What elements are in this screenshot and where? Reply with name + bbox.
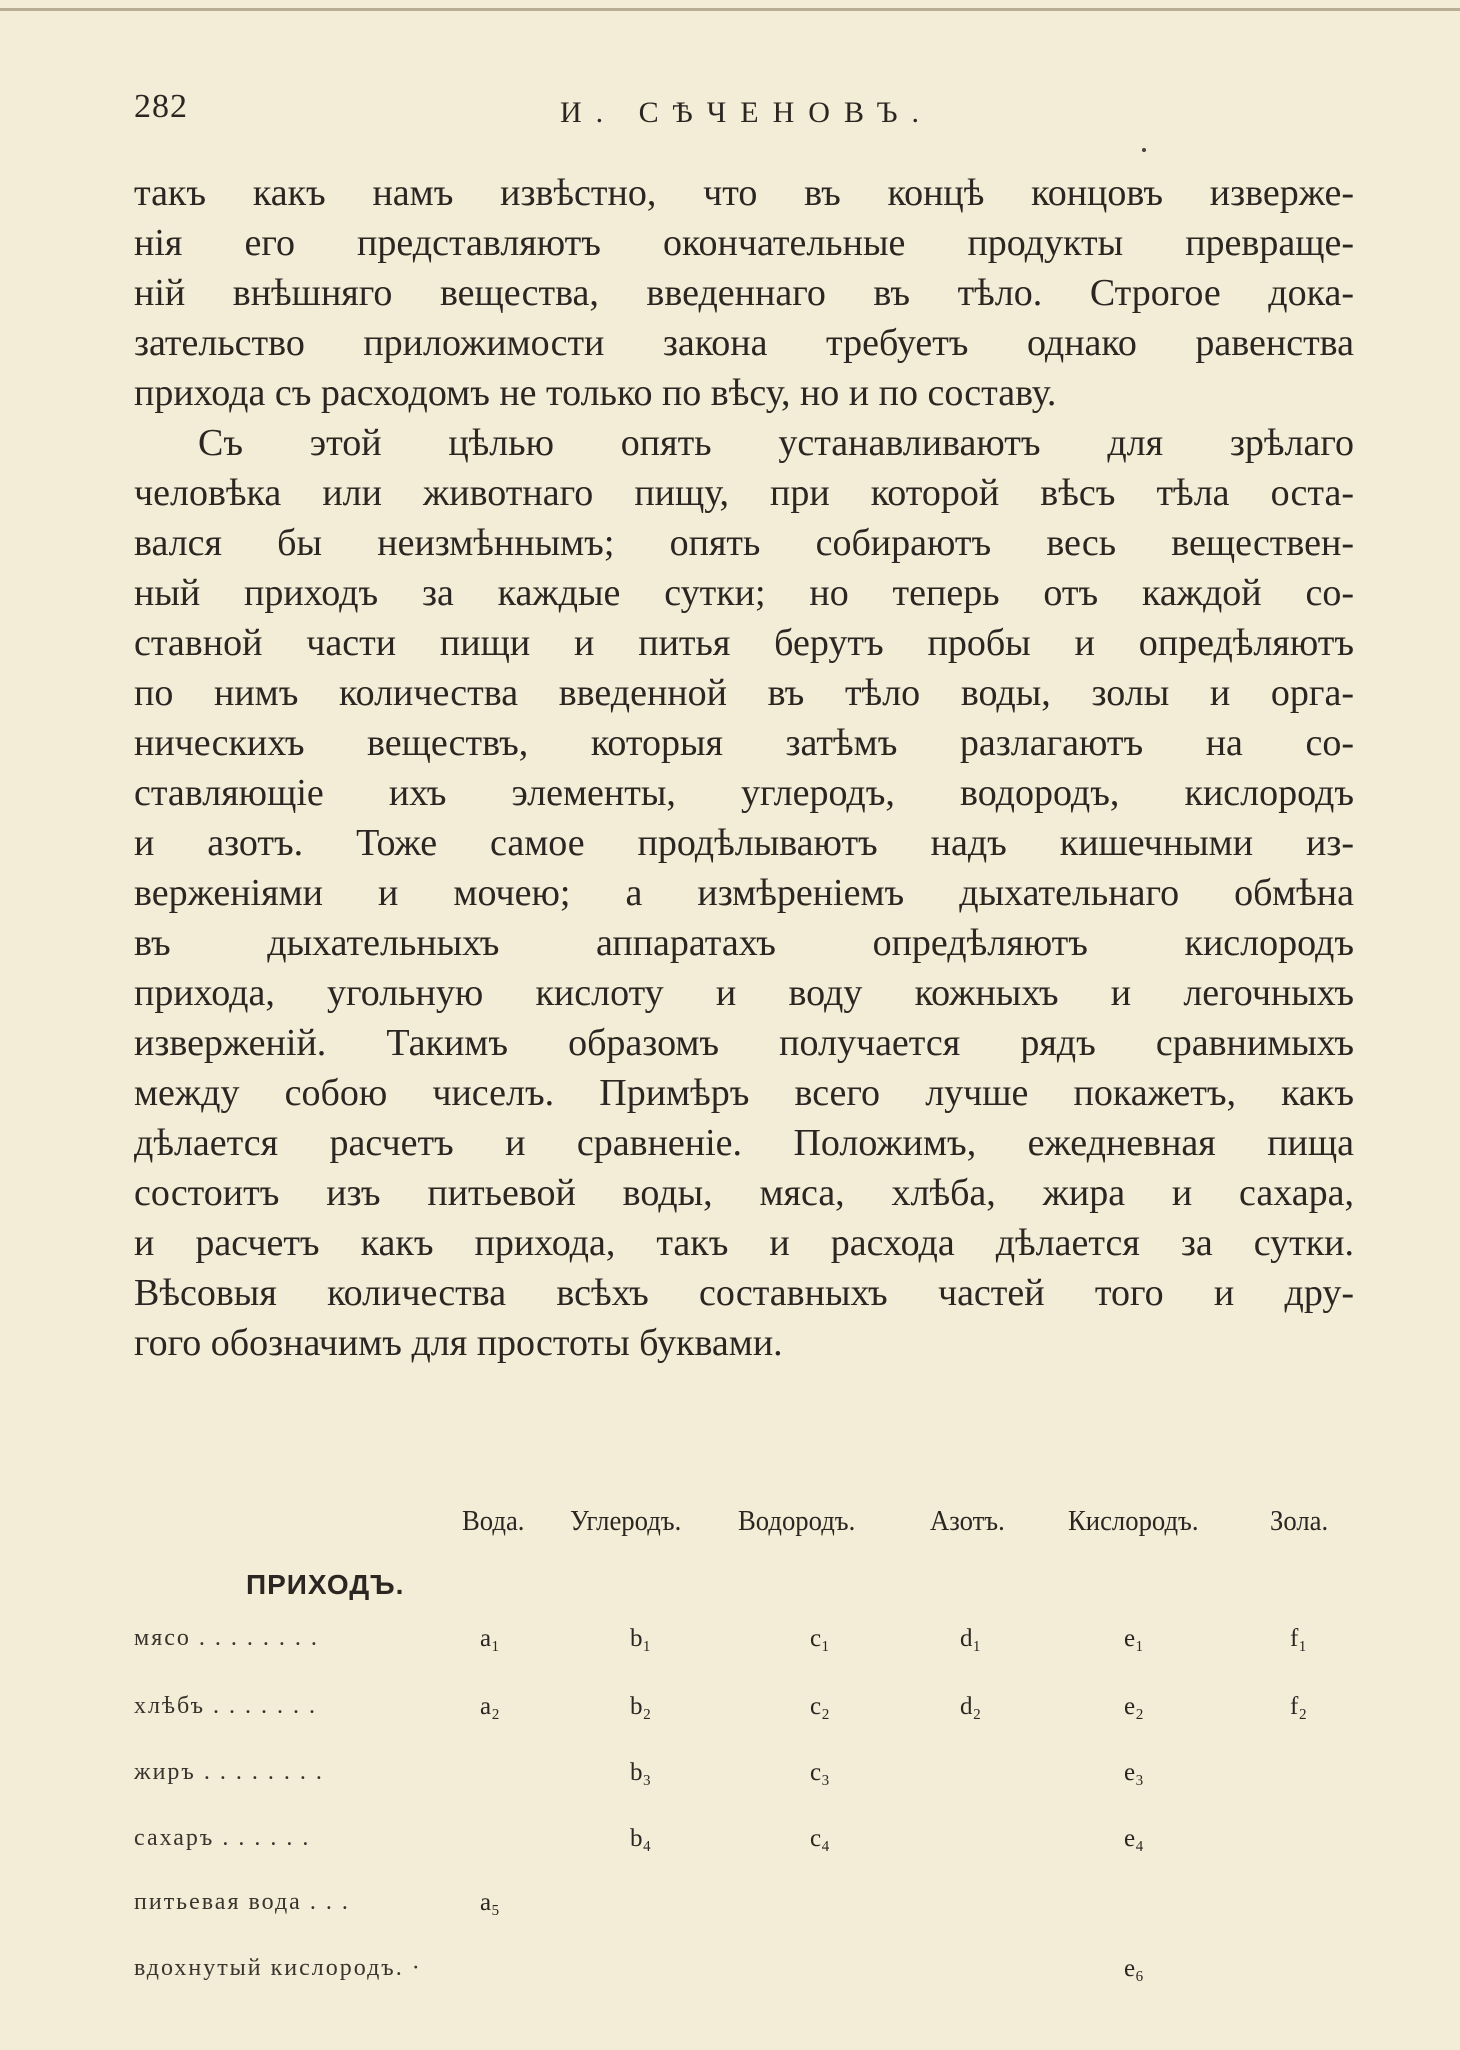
table-row <box>134 1625 1364 1665</box>
table-cell: f₂ <box>1290 1693 1308 1720</box>
text-line: нія его представляютъ окончательные продукты превраще- <box>134 222 1354 264</box>
top-rule <box>0 8 1460 11</box>
table-cell: b₁ <box>630 1625 652 1652</box>
column-header-hydrogen: Водородъ. <box>738 1505 856 1537</box>
text-line: вался бы неизмѣннымъ; опять собираютъ весь веществен- <box>134 522 1354 564</box>
text-line: ническихъ веществъ, которыя затѣмъ разлагаютъ на со- <box>134 722 1354 764</box>
table-cell: e₃ <box>1124 1759 1144 1786</box>
table-row <box>134 1759 1364 1799</box>
section-title-income: ПРИХОДЪ. <box>246 1569 405 1600</box>
text-line: дѣлается расчетъ и сравненіе. Положимъ, ежедневная пища <box>134 1122 1354 1164</box>
text-line: изверженій. Такимъ образомъ получается рядъ сравнимыхъ <box>134 1022 1354 1064</box>
column-header-nitrogen: Азотъ. <box>930 1505 1005 1537</box>
text-line: ній внѣшняго вещества, введеннаго въ тѣло. Строгое дока- <box>134 272 1354 314</box>
row-label: сахаръ . . . . . . <box>134 1825 311 1851</box>
table-cell: e₂ <box>1124 1693 1144 1720</box>
text-line: человѣка или животнаго пищу, при которой вѣсъ тѣла оста- <box>134 472 1354 514</box>
text-line: ставной части пищи и питья берутъ пробы и опредѣляютъ <box>134 622 1354 664</box>
table-cell: b₃ <box>630 1759 652 1786</box>
table-row <box>134 1955 1364 1995</box>
column-header-water: Вода. <box>462 1505 525 1537</box>
text-line: и расчетъ какъ прихода, такъ и расхода дѣлается за сутки. <box>134 1222 1354 1264</box>
page-number: 282 <box>134 88 188 125</box>
table-cell: c₄ <box>810 1825 830 1852</box>
column-header-ash: Зола. <box>1270 1505 1329 1537</box>
table-cell: e₄ <box>1124 1825 1144 1852</box>
table-cell: a₅ <box>480 1889 500 1916</box>
text-line: гого обозначимъ для простоты буквами. <box>134 1322 783 1364</box>
table-cell: d₂ <box>960 1693 982 1720</box>
table-cell: c₃ <box>810 1759 830 1786</box>
text-line: ставляющіе ихъ элементы, углеродъ, водородъ, кислородъ <box>134 772 1354 814</box>
text-line: ный приходъ за каждые сутки; но теперь отъ каждой со- <box>134 572 1354 614</box>
body-text <box>134 168 1354 1368</box>
table-row <box>134 1825 1364 1865</box>
table-cell: f₁ <box>1290 1625 1308 1652</box>
text-line: Съ этой цѣлью опять устанавливаютъ для зрѣлаго <box>198 422 1354 464</box>
row-label: мясо . . . . . . . . <box>134 1625 319 1651</box>
table-row <box>134 1889 1364 1929</box>
row-label: жиръ . . . . . . . . <box>134 1759 324 1785</box>
table-cell: c₂ <box>810 1693 830 1720</box>
ink-speck <box>1142 148 1146 152</box>
text-line: прихода, угольную кислоту и воду кожныхъ и легочныхъ <box>134 972 1354 1014</box>
text-line: Вѣсовыя количества всѣхъ составныхъ частей того и дру- <box>134 1272 1354 1314</box>
row-label: питьевая вода . . . <box>134 1889 350 1915</box>
table-cell: b₄ <box>630 1825 652 1852</box>
table-cell: d₁ <box>960 1625 982 1652</box>
text-line: въ дыхательныхъ аппаратахъ опредѣляютъ кислородъ <box>134 922 1354 964</box>
table-cell: a₁ <box>480 1625 500 1652</box>
row-label: вдохнутый кислородъ. · <box>134 1955 422 1981</box>
table-cell: e₆ <box>1124 1955 1144 1982</box>
text-line: зательство приложимости закона требуетъ однако равенства <box>134 322 1354 364</box>
table-cell: c₁ <box>810 1625 830 1652</box>
text-line: состоитъ изъ питьевой воды, мяса, хлѣба, жира и сахара, <box>134 1172 1354 1214</box>
text-line: по нимъ количества введенной въ тѣло воды, золы и орга- <box>134 672 1354 714</box>
table-cell: e₁ <box>1124 1625 1144 1652</box>
text-line: такъ какъ намъ извѣстно, что въ концѣ концовъ изверже- <box>134 172 1354 214</box>
running-head: И. СѢЧЕНОВЪ. <box>560 96 934 129</box>
column-header-carbon: Углеродъ. <box>570 1505 682 1537</box>
text-line: прихода съ расходомъ не только по вѣсу, но и по составу. <box>134 372 1057 414</box>
table-cell: b₂ <box>630 1693 652 1720</box>
text-line: между собою чиселъ. Примѣръ всего лучше покажетъ, какъ <box>134 1072 1354 1114</box>
row-label: хлѣбъ . . . . . . . <box>134 1693 318 1719</box>
column-header-oxygen: Кислородъ. <box>1068 1505 1199 1537</box>
text-line: и азотъ. Тоже самое продѣлываютъ надъ кишечными из- <box>134 822 1354 864</box>
table-row <box>134 1693 1364 1733</box>
text-line: верженіями и мочею; а измѣреніемъ дыхательнаго обмѣна <box>134 872 1354 914</box>
table-cell: a₂ <box>480 1693 500 1720</box>
